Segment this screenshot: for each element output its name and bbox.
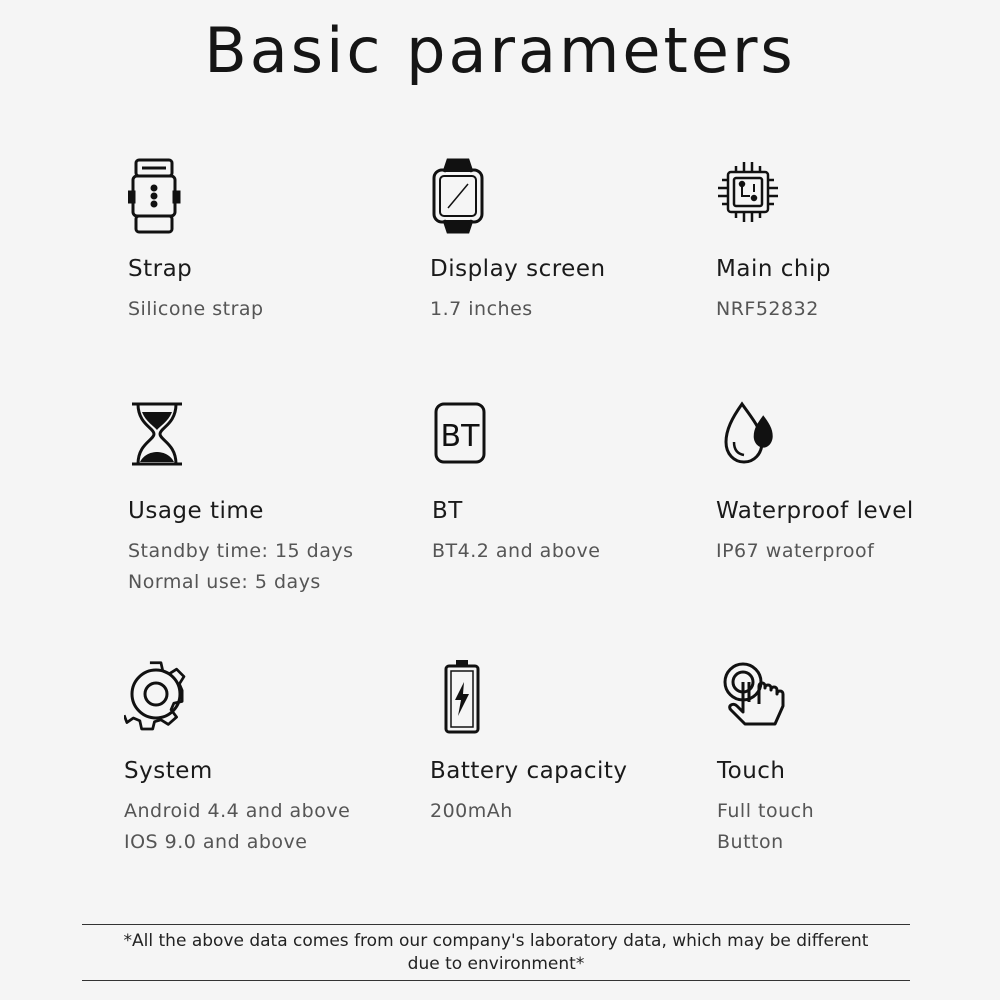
hourglass-icon: [128, 400, 192, 476]
param-value: Button: [717, 831, 784, 853]
footer-disclaimer: [82, 930, 910, 976]
chip-icon: [716, 158, 780, 234]
water-drops-icon: [716, 400, 780, 476]
bluetooth-bt-icon: [432, 400, 496, 476]
param-value: 200mAh: [430, 800, 513, 822]
param-value: Standby time: 15 days: [128, 540, 354, 562]
param-name: Display screen: [430, 256, 606, 282]
page-title: Basic parameters: [204, 14, 796, 87]
param-name: Waterproof level: [716, 498, 914, 524]
param-name: System: [124, 758, 213, 784]
param-value: BT4.2 and above: [432, 540, 601, 562]
battery-icon: [430, 660, 494, 736]
param-value: Normal use: 5 days: [128, 571, 321, 593]
param-name: Battery capacity: [430, 758, 628, 784]
watch-strap-icon: [128, 158, 192, 234]
param-value: Full touch: [717, 800, 815, 822]
param-name: BT: [432, 498, 463, 524]
param-value: Android 4.4 and above: [124, 800, 351, 822]
footer-line: *All the above data comes from our company's laboratory data, which may be different: [123, 931, 869, 951]
smartwatch-icon: [430, 158, 494, 234]
footer-top-divider: [82, 924, 910, 925]
footer-bottom-divider: [82, 980, 910, 981]
param-value: IOS 9.0 and above: [124, 831, 308, 853]
footer-line: due to environment*: [407, 954, 585, 974]
param-value: 1.7 inches: [430, 298, 533, 320]
param-value: Silicone strap: [128, 298, 264, 320]
param-value: NRF52832: [716, 298, 819, 320]
param-name: Main chip: [716, 256, 831, 282]
param-name: Touch: [717, 758, 786, 784]
touch-hand-icon: [717, 660, 801, 736]
gear-icon: [124, 660, 188, 736]
param-name: Usage time: [128, 498, 264, 524]
param-name: Strap: [128, 256, 193, 282]
param-value: IP67 waterproof: [716, 540, 875, 562]
svg-text:BT: BT: [440, 419, 480, 454]
